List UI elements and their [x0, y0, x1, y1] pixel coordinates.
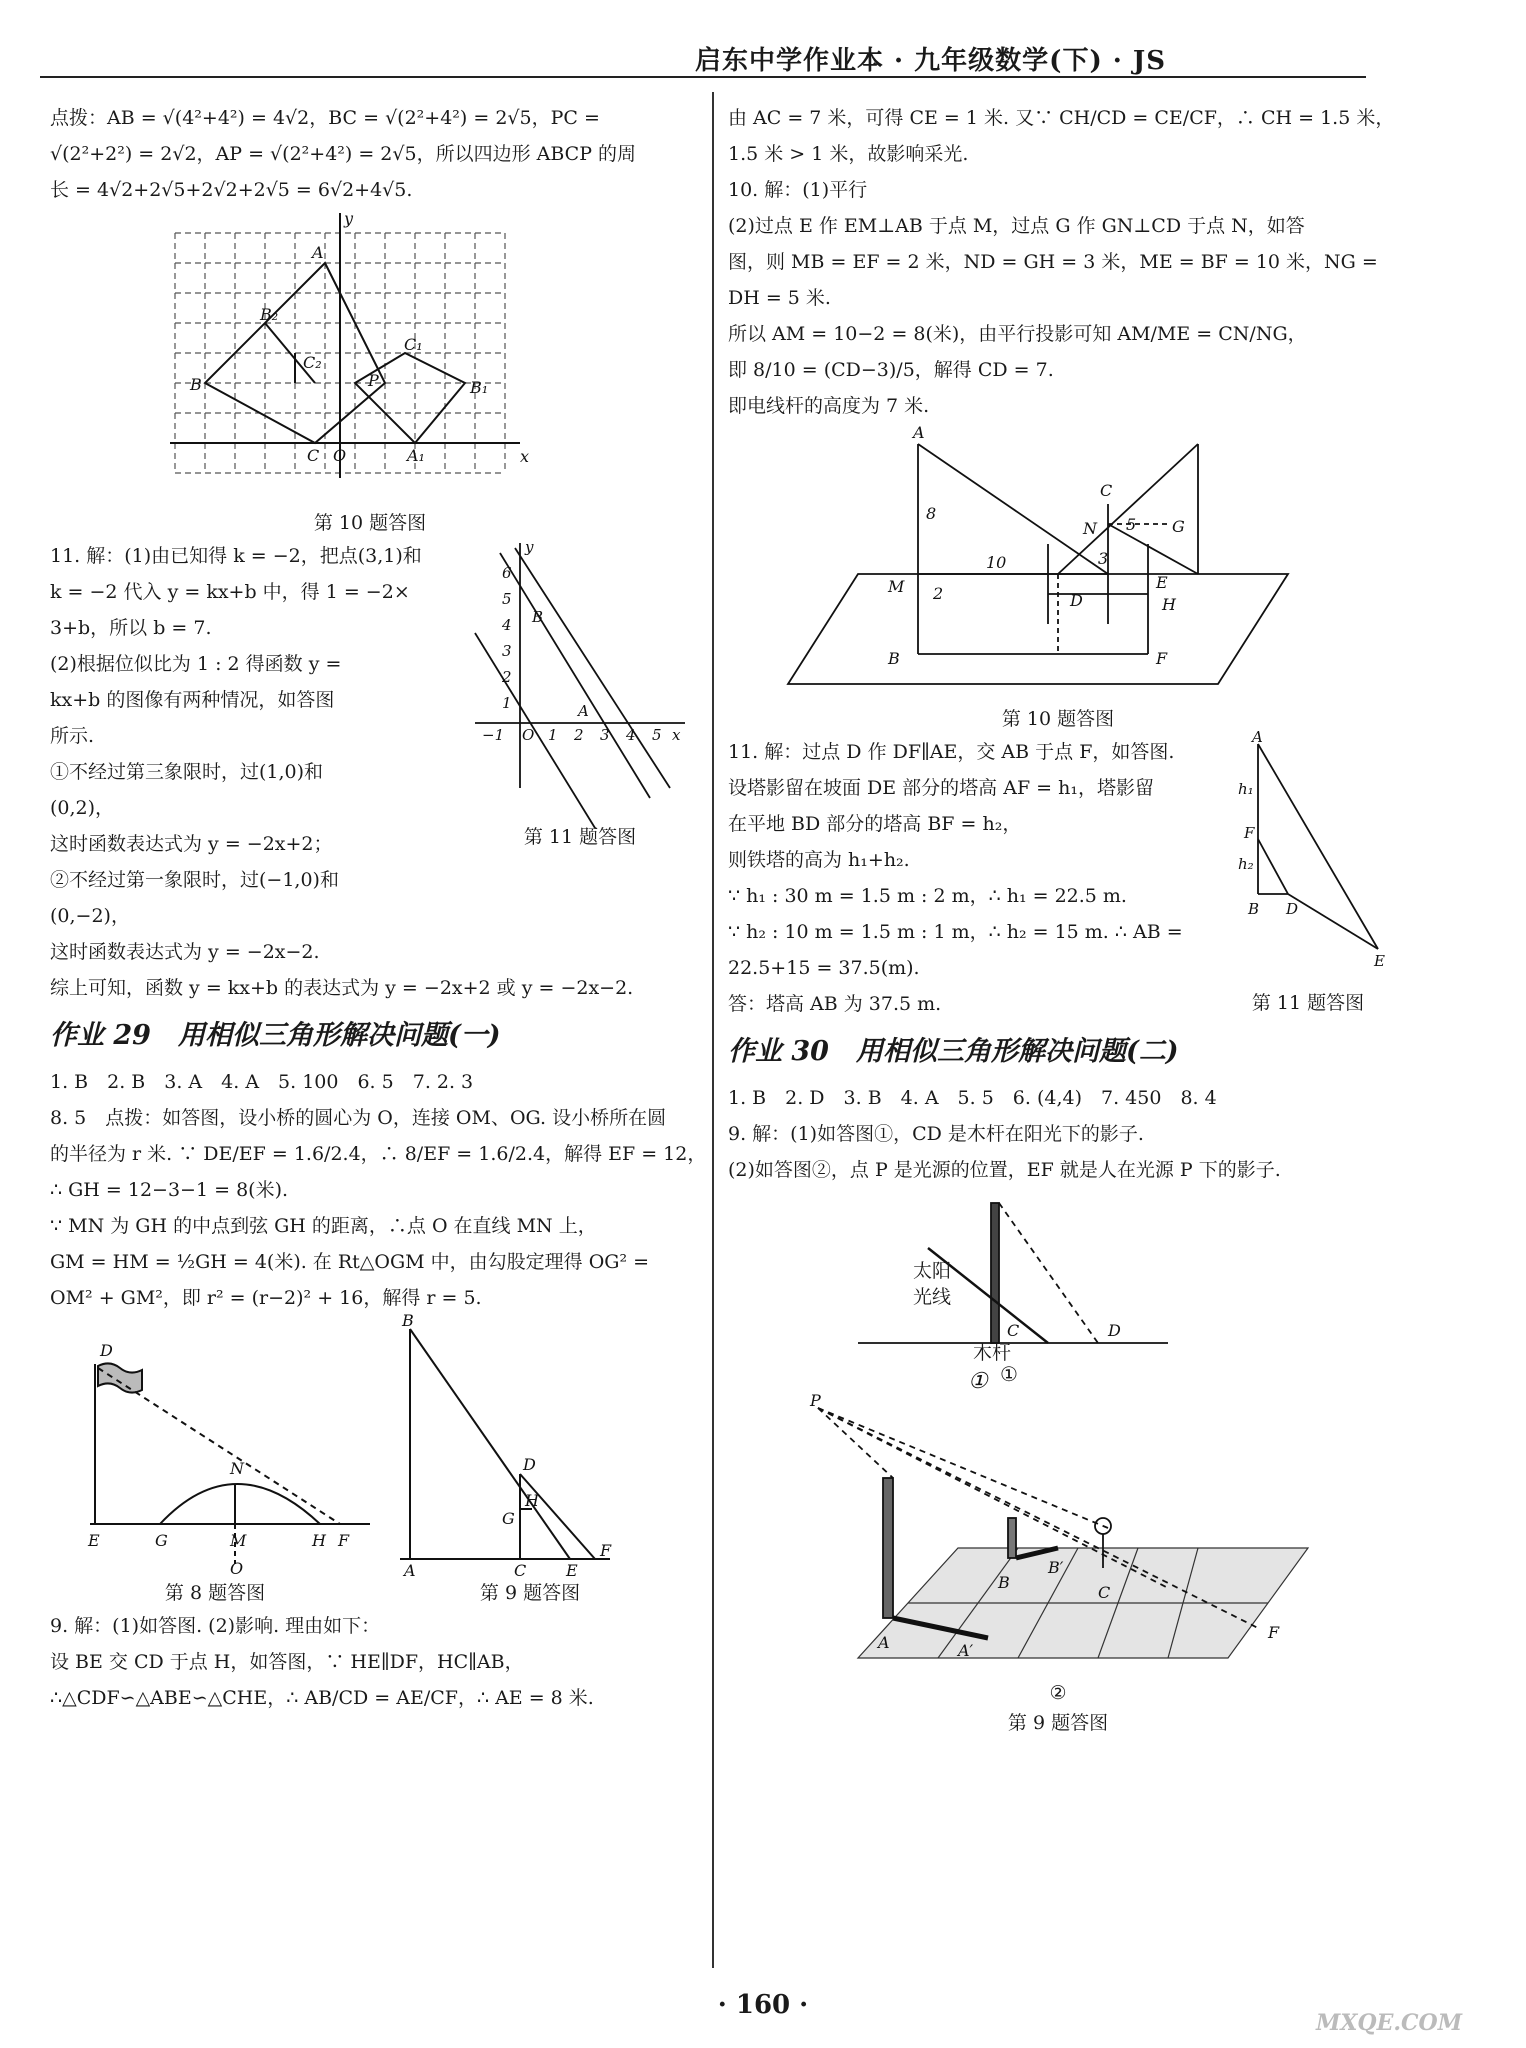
fig9a-number: ① — [1000, 1362, 1018, 1386]
svg-text:G: G — [502, 1509, 515, 1528]
q11-right-block — [728, 728, 1388, 1022]
q11-line: (0,2)， — [50, 797, 115, 819]
svg-text:N: N — [1083, 519, 1097, 538]
q11-block — [50, 538, 690, 862]
fig9a-pole-label: 木杆 — [973, 1342, 1012, 1364]
intro-line: 长 = 4√2+2√5+2√2+2√5 = 6√2+4√5. — [50, 179, 413, 201]
q11-line: 这时函数表达式为 y = −2x+2； — [50, 833, 333, 855]
svg-text:C: C — [1100, 481, 1113, 500]
fig9a-sunlight-figure — [728, 1188, 1388, 1398]
top-line: (2)过点 E 作 EM⊥AB 于点 M，过点 G 作 GN⊥CD 于点 N，如答 — [728, 215, 1305, 237]
svg-text:A₁: A₁ — [407, 446, 425, 465]
svg-text:O: O — [230, 1559, 244, 1578]
svg-text:P: P — [810, 1391, 821, 1410]
svg-text:3: 3 — [1098, 549, 1109, 568]
top-line: 图，则 MB = EF = 2 米，ND = GH = 3 米，ME = BF = 10 米，NG = — [728, 251, 1378, 273]
svg-text:H: H — [1162, 595, 1176, 614]
q11-line: 11. 解：(1)由已知得 k = −2，把点(3,1)和 — [50, 545, 422, 567]
fig9-triangle-figure — [380, 1311, 680, 1580]
svg-text:C: C — [1098, 1583, 1111, 1602]
svg-text:C₂: C₂ — [303, 353, 322, 372]
svg-text:B₂: B₂ — [260, 305, 279, 324]
svg-text:5: 5 — [502, 590, 512, 608]
q11r-line: ∵ h₁ : 30 m = 1.5 m : 2 m，∴ h₁ = 22.5 m. — [728, 885, 1127, 907]
top-line: 1.5 米 > 1 米，故影响采光. — [728, 143, 969, 165]
svg-text:G: G — [1172, 517, 1185, 536]
svg-text:A: A — [312, 243, 324, 262]
fig10-caption: 第 10 题答图 — [313, 512, 427, 534]
svg-text:B: B — [888, 649, 900, 668]
header-title: 启东中学作业本 · 九年级数学(下) · JS — [695, 46, 1166, 76]
fig9-caption: 第 9 题答图 — [479, 1582, 581, 1604]
svg-text:H: H — [312, 1531, 326, 1550]
q11r-line: 22.5+15 = 37.5(m). — [728, 957, 920, 979]
svg-text:A: A — [578, 702, 589, 720]
top-line: 即电线杆的高度为 7 米. — [728, 395, 930, 417]
top-line: 所以 AM = 10−2 = 8(米)，由平行投影可知 AM/ME = CN/NG， — [728, 323, 1307, 345]
fig10-pole-figure — [728, 424, 1388, 704]
svg-text:A: A — [404, 1561, 416, 1580]
svg-text:y: y — [525, 538, 534, 556]
svg-text:A: A — [878, 1633, 890, 1652]
svg-text:A: A — [1252, 728, 1263, 746]
answers-29: 1. B 2. B 3. A 4. A 5. 100 6. 5 7. 2. 3 — [50, 1071, 474, 1093]
q11r-line: 在平地 BD 部分的塔高 BF = h₂， — [728, 813, 1022, 835]
svg-text:F: F — [1244, 824, 1255, 842]
top-line: 10. 解：(1)平行 — [728, 179, 868, 201]
q8-line: 8. 5 点拨：如答图，设小桥的圆心为 O，连接 OM、OG. 设小桥所在圆 — [50, 1107, 667, 1129]
svg-text:M: M — [888, 577, 905, 596]
svg-text:4: 4 — [502, 616, 512, 634]
svg-text:①: ① — [968, 1369, 988, 1394]
svg-text:x: x — [520, 447, 530, 466]
svg-text:1: 1 — [502, 694, 512, 712]
svg-text:C₁: C₁ — [404, 335, 423, 354]
svg-text:1: 1 — [548, 726, 558, 744]
q8-line: 的半径为 r 米. ∵ DE/EF = 1.6/2.4，∴ 8/EF = 1.6/2.4，解得 EF = 12， — [50, 1143, 707, 1165]
svg-text:C: C — [307, 446, 320, 465]
q8-line: ∵ MN 为 GH 的中点到弦 GH 的距离，∴点 O 在直线 MN 上， — [50, 1215, 597, 1237]
q11r-line: ∵ h₂ : 10 m = 1.5 m : 1 m，∴ h₂ = 15 m. ∴ AB = — [728, 921, 1183, 943]
svg-text:4: 4 — [626, 726, 636, 744]
svg-text:D: D — [100, 1341, 113, 1360]
svg-text:3: 3 — [600, 726, 610, 744]
fig11-caption: 第 11 题答图 — [523, 826, 637, 848]
fig9b-number: ② — [1049, 1682, 1067, 1704]
q9-line: 设 BE 交 CD 于点 H，如答图，∵ HE∥DF，HC∥AB， — [50, 1651, 524, 1673]
q11-line: kx+b 的图像有两种情况，如答图 — [50, 689, 335, 711]
q11-line: 3+b，所以 b = 7. — [50, 617, 212, 639]
svg-text:E: E — [1374, 952, 1385, 970]
svg-text:h₁: h₁ — [1238, 780, 1254, 798]
fig11-line-graph — [470, 538, 690, 828]
q9-line: 9. 解：(1)如答图. (2)影响. 理由如下： — [50, 1615, 381, 1637]
svg-text:P: P — [368, 371, 379, 390]
svg-text:N: N — [230, 1459, 244, 1478]
fig9b-lamp-figure — [728, 1391, 1388, 1678]
svg-text:E: E — [566, 1561, 578, 1580]
q9-line: ∴△CDF∽△ABE∽△CHE，∴ AB/CD = AE/CF，∴ AE = 8 米. — [50, 1687, 594, 1709]
svg-text:5: 5 — [652, 726, 662, 744]
top-line: DH = 5 米. — [728, 287, 831, 309]
svg-text:F: F — [338, 1531, 350, 1550]
q11r-line: 则铁塔的高为 h₁+h₂. — [728, 849, 910, 871]
svg-text:h₂: h₂ — [1238, 855, 1254, 873]
svg-text:y: y — [344, 209, 354, 228]
fig8-caption: 第 8 题答图 — [164, 1582, 266, 1604]
answers-30: 1. B 2. D 3. B 4. A 5. 5 6. (4,4) 7. 450 8. 4 — [728, 1087, 1217, 1109]
fig9a-sun-label: 太阳光线 — [913, 1260, 952, 1308]
svg-text:−1: −1 — [482, 726, 505, 744]
top-line: 即 8/10 = (CD−3)/5，解得 CD = 7. — [728, 359, 1054, 381]
svg-text:2: 2 — [502, 668, 512, 686]
column-divider — [712, 92, 714, 1968]
svg-text:E: E — [88, 1531, 100, 1550]
svg-text:6: 6 — [502, 564, 512, 582]
svg-text:B: B — [532, 608, 544, 626]
left-column — [50, 100, 707, 1716]
q8-line: ∴ GH = 12−3−1 = 8(米). — [50, 1179, 289, 1201]
svg-text:A′: A′ — [958, 1641, 974, 1660]
q11r-line: 答：塔高 AB 为 37.5 m. — [728, 993, 942, 1015]
fig9-caption-right: 第 9 题答图 — [1007, 1712, 1109, 1734]
svg-text:O: O — [522, 726, 535, 744]
svg-text:10: 10 — [986, 553, 1007, 572]
fig11-caption-right: 第 11 题答图 — [1251, 992, 1365, 1014]
svg-text:3: 3 — [502, 642, 512, 660]
svg-text:E: E — [1156, 573, 1168, 592]
q11-line: ①不经过第三象限时，过(1,0)和 — [50, 761, 324, 783]
svg-text:B: B — [1248, 900, 1260, 918]
q11-line: 这时函数表达式为 y = −2x−2. — [50, 941, 320, 963]
top-line: 由 AC = 7 米，可得 CE = 1 米. 又∵ CH/CD = CE/CF，∴ CH = 1.5 米， — [728, 107, 1395, 129]
svg-text:2: 2 — [574, 726, 584, 744]
intro-line: 点拨：AB = √(4²+4²) = 4√2，BC = √(2²+4²) = 2√5，PC = — [50, 107, 600, 129]
svg-text:B′: B′ — [1048, 1558, 1064, 1577]
svg-text:O: O — [333, 446, 347, 465]
intro-line: √(2²+2²) = 2√2，AP = √(2²+4²) = 2√5，所以四边形 ABCP 的周 — [50, 143, 637, 165]
svg-text:M: M — [230, 1531, 247, 1550]
fig10-caption-right: 第 10 题答图 — [1001, 708, 1115, 730]
svg-text:F: F — [1156, 649, 1168, 668]
q11-line: k = −2 代入 y = kx+b 中，得 1 = −2× — [50, 581, 410, 603]
section-29-title: 作业 29 用相似三角形解决问题(一) — [50, 1020, 501, 1051]
fig8-bridge-figure — [50, 1324, 380, 1578]
q11r-line: 11. 解：过点 D 作 DF∥AE，交 AB 于点 F，如答图. — [728, 741, 1175, 763]
q11-line: (0,−2)， — [50, 905, 130, 927]
svg-text:x: x — [672, 726, 681, 744]
svg-text:B: B — [402, 1311, 414, 1330]
q9r-line: (2)如答图②，点 P 是光源的位置，EF 就是人在光源 P 下的影子. — [728, 1159, 1281, 1181]
svg-text:B₁: B₁ — [470, 378, 489, 397]
svg-text:5: 5 — [1126, 515, 1137, 534]
q8-line: OM² + GM²，即 r² = (r−2)² + 16，解得 r = 5. — [50, 1287, 482, 1309]
watermark-logo — [1306, 1982, 1506, 2042]
q11-line: 综上可知，函数 y = kx+b 的表达式为 y = −2x+2 或 y = −2x−2. — [50, 977, 634, 999]
svg-text:D: D — [1070, 591, 1083, 610]
svg-text:H: H — [525, 1491, 539, 1510]
svg-text:D: D — [1286, 900, 1299, 918]
page-number: · 160 · — [717, 1990, 809, 2020]
svg-text:F: F — [600, 1541, 612, 1560]
right-column — [728, 100, 1395, 1738]
svg-text:A: A — [913, 423, 925, 442]
svg-text:D: D — [1108, 1321, 1121, 1340]
svg-text:D: D — [523, 1455, 536, 1474]
svg-text:C: C — [1007, 1321, 1020, 1340]
q11r-line: 设塔影留在坡面 DE 部分的塔高 AF = h₁，塔影留 — [728, 777, 1154, 799]
watermark-text: MXQE.COM — [1316, 2010, 1463, 2036]
section-30-title: 作业 30 用相似三角形解决问题(二) — [728, 1036, 1179, 1067]
header-rule — [40, 76, 1366, 78]
fig11-tower-figure — [1228, 728, 1388, 984]
svg-text:B: B — [190, 375, 202, 394]
page-header — [40, 40, 1366, 80]
q9r-line: 9. 解：(1)如答图①，CD 是木杆在阳光下的影子. — [728, 1123, 1144, 1145]
q11-line: (2)根据位似比为 1 : 2 得函数 y = — [50, 653, 342, 675]
svg-text:2: 2 — [933, 584, 944, 603]
q8-line: GM = HM = ½GH = 4(米). 在 Rt△OGM 中，由勾股定理得 OG² = — [50, 1251, 650, 1273]
fig10-grid-figure — [50, 208, 690, 508]
svg-text:8: 8 — [926, 504, 937, 523]
fig8-fig9-row — [50, 1311, 690, 1608]
svg-text:B: B — [998, 1573, 1010, 1592]
q11-line: ②不经过第一象限时，过(−1,0)和 — [50, 869, 339, 891]
svg-text:C: C — [514, 1561, 527, 1580]
svg-text:F: F — [1268, 1623, 1280, 1642]
svg-text:G: G — [155, 1531, 168, 1550]
q11-line: 所示. — [50, 725, 95, 747]
